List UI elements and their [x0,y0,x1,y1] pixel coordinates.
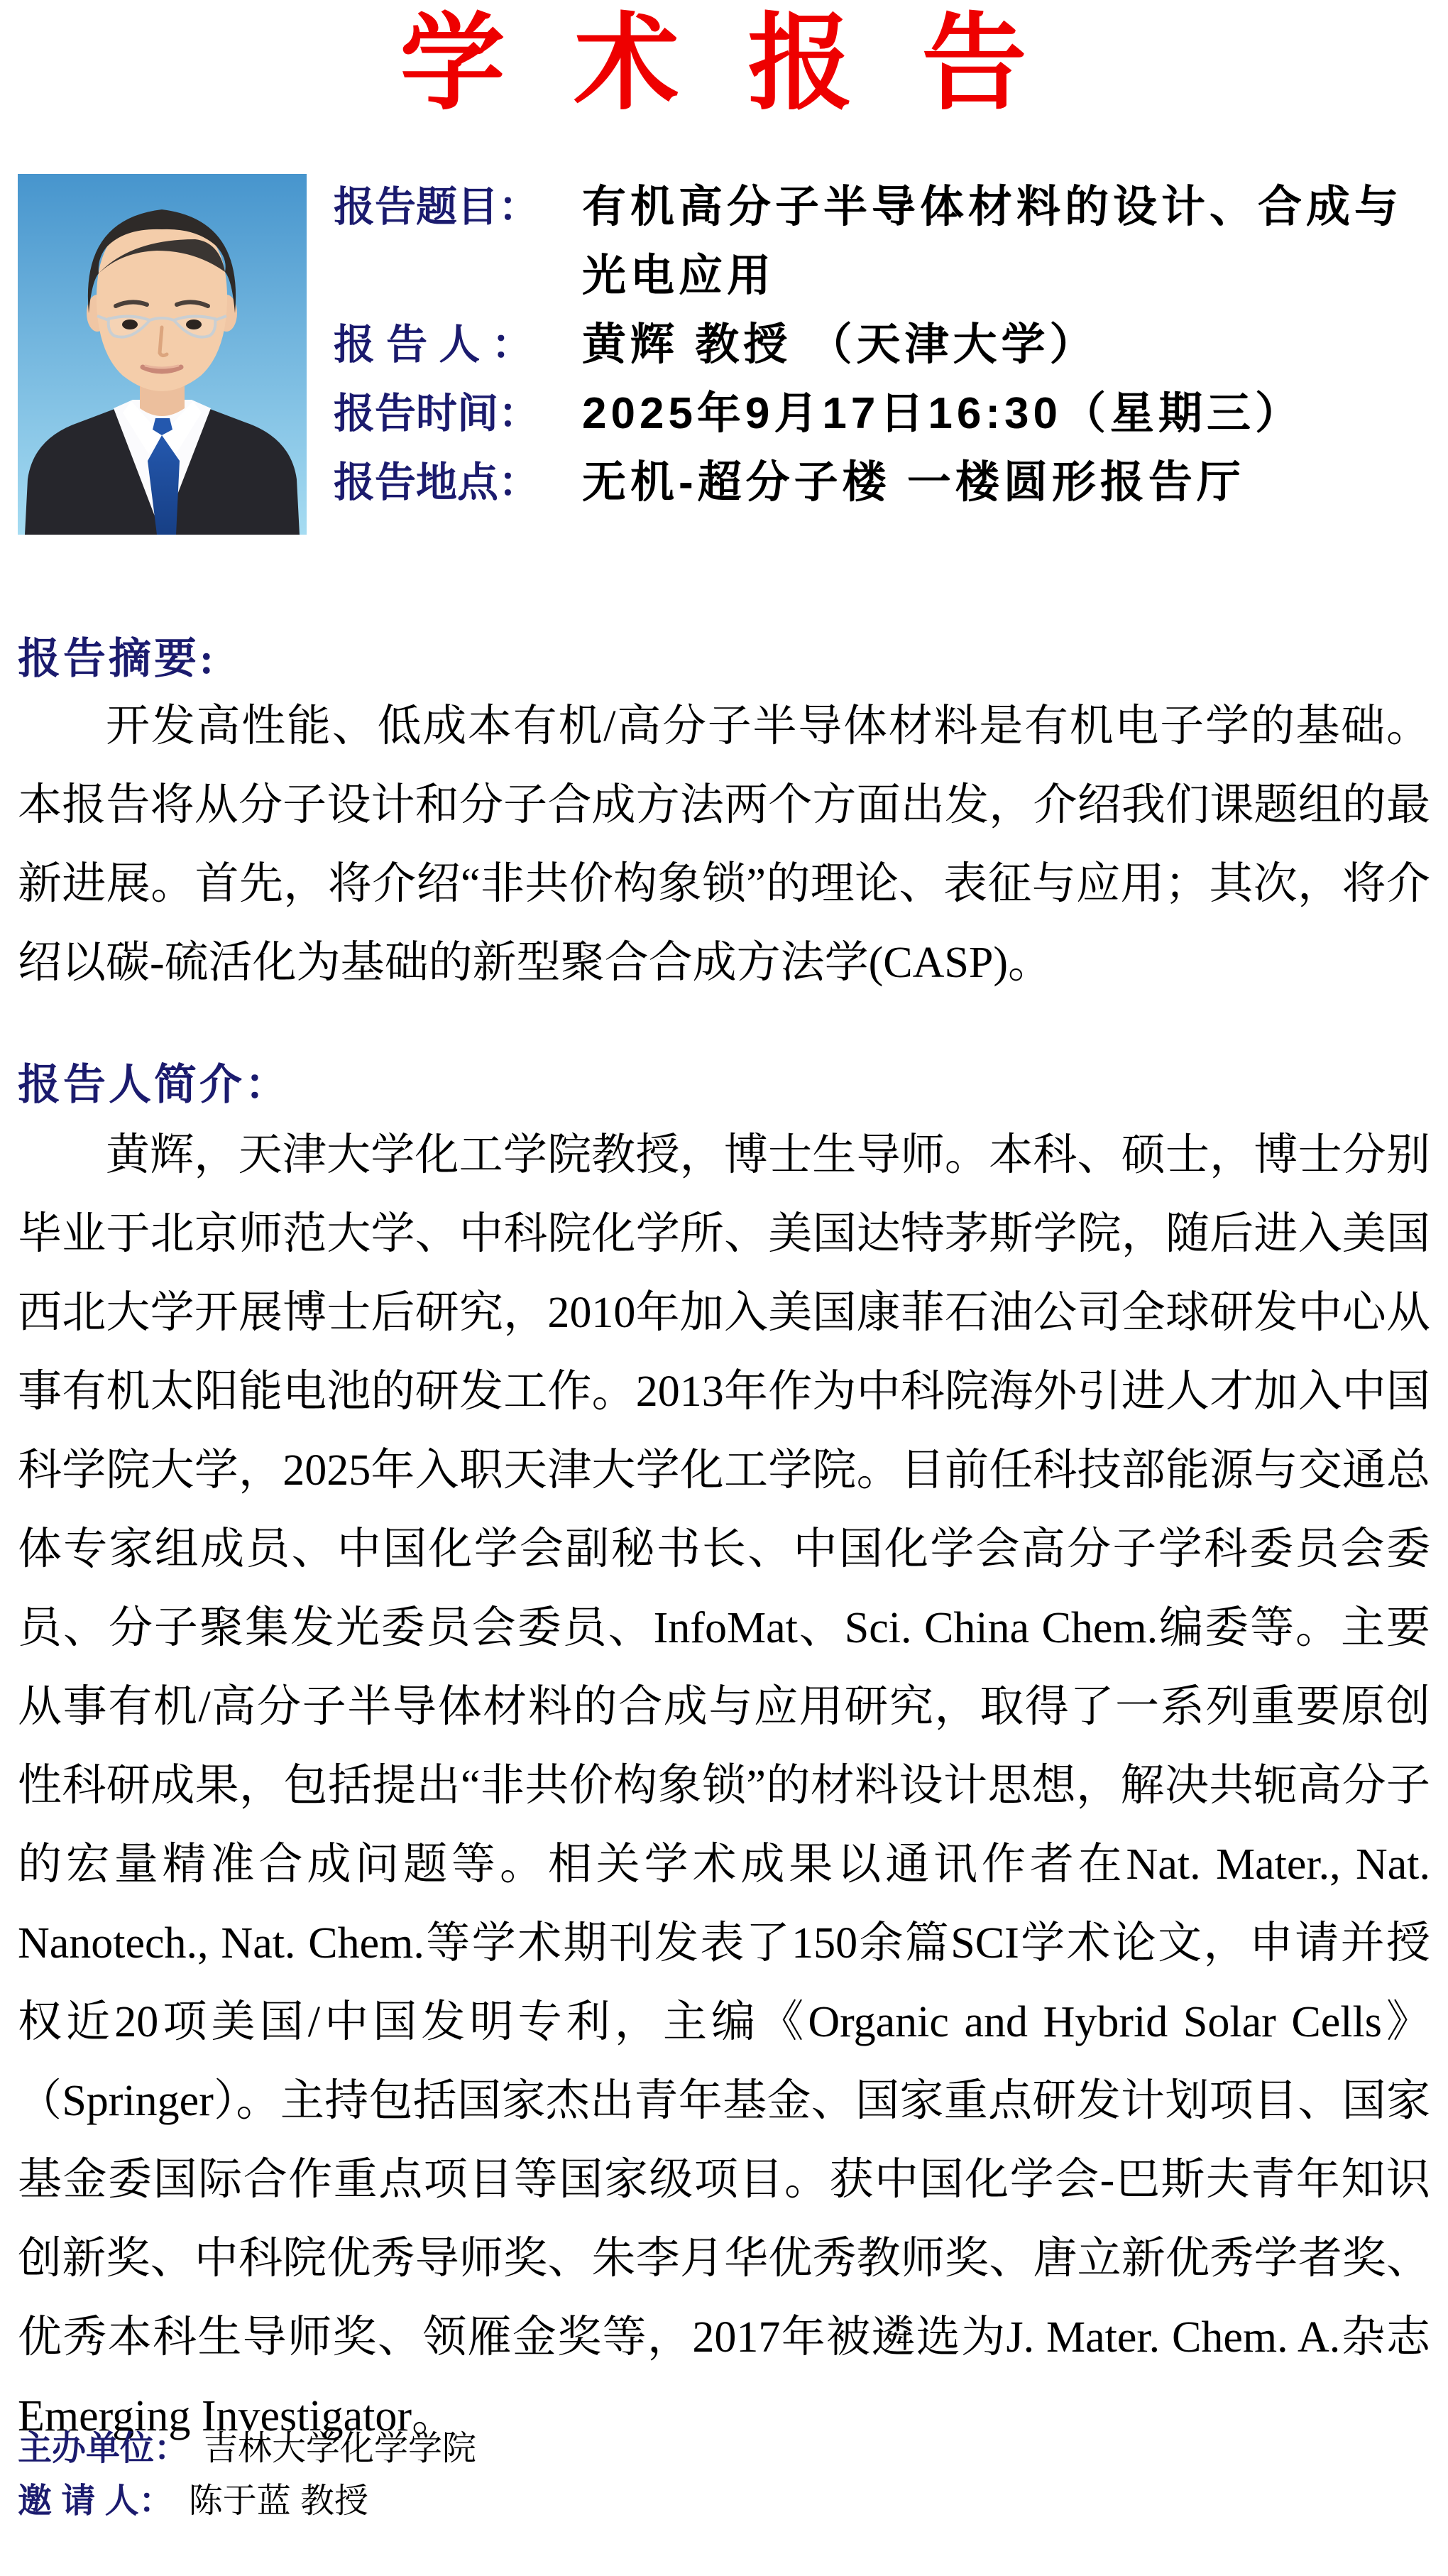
inviter-row [18,2475,1430,2528]
venue-row [334,448,1434,517]
speaker-row [334,310,1434,379]
speaker-portrait-illustration [18,174,307,535]
time-value: 2025年9月17日16:30（星期三） [582,389,1303,438]
organizer-label: 主办单位： [18,2430,189,2467]
abstract-body: 开发高性能、低成本有机/高分子半导体材料是有机电子学的基础。本报告将从分子设计和分子合成方法两个方面出发，介绍我们课题组的最新进展。首先，将介绍“非共价构象锁”的理论、表征与应用；其次，将介绍以碳-硫活化为基础的新型聚合合成方法学(CASP)。 [18,702,1430,987]
lecture-title-row [334,173,1434,310]
speaker-label: 报 告 人 ： [334,322,533,368]
footer [18,2423,1430,2528]
bio-heading: 报告人简介： [18,1061,290,1108]
lecture-title-value: 有机高分子半导体材料的设计、合成与光电应用 [582,182,1403,300]
inviter-label: 邀 请 人： [18,2482,173,2520]
venue-value: 无机-超分子楼 一楼圆形报告厅 [582,458,1245,507]
venue-label: 报告地点： [334,459,540,506]
page-title: 学 术 报 告 [400,6,1048,123]
speaker-value: 黄辉 教授 （天津大学） [582,320,1098,369]
lecture-info [334,173,1434,517]
organizer-value: 吉林大学化学学院 [204,2430,477,2467]
organizer-row [18,2423,1430,2475]
time-label: 报告时间： [334,391,540,437]
time-row [334,379,1434,448]
inviter-value: 陈于蓝 教授 [188,2482,369,2520]
lecture-title-label: 报告题目： [334,184,540,230]
abstract-heading: 报告摘要: [18,635,216,682]
bio-body: 黄辉，天津大学化工学院教授，博士生导师。本科、硕士，博士分别毕业于北京师范大学、中科院化学所、美国达特茅斯学院，随后进入美国西北大学开展博士后研究，2010年加入美国康菲石油公司全球研发中心从事有机太阳能电池的研发工作。2013年作为中科院海外引进人才加入中国科学院大学，2025年入职天津大学化工学院。目前任科技部能源与交通总体专家组成员、中国化学会副秘书长、中国化学会高分子学科委员会委员、分子聚集发光委员会委员、InfoMat、Sci. China Chem.编委等。主要从事有机/高分子半导体材料的合成与应用研究，取得了一系列重要原创性科研成果，包括提出“非共价构象锁”的材料设计思想，解决共轭高分子的宏量精准合成问题等。相关学术成果以通讯作者在Nat. Mater., Nat. Nanotech., Nat. Chem.等学术期刊发表了150余篇SCI学术论文，申请并授权近20项美国/中国发明专利，主编《Organic and Hybrid Solar Cells》（Springer）。主持包括国家杰出青年基金、国家重点研发计划项目、国家基金委国际合作重点项目等国家级项目。获中国化学会-巴斯夫青年知识创新奖、中科院优秀导师奖、朱李月华优秀教师奖、唐立新优秀学者奖、优秀本科生导师奖、领雁金奖等，2017年被遴选为J. Mater. Chem. A.杂志Emerging Investigator。 [18,1131,1430,2440]
speaker-photo [18,174,307,535]
